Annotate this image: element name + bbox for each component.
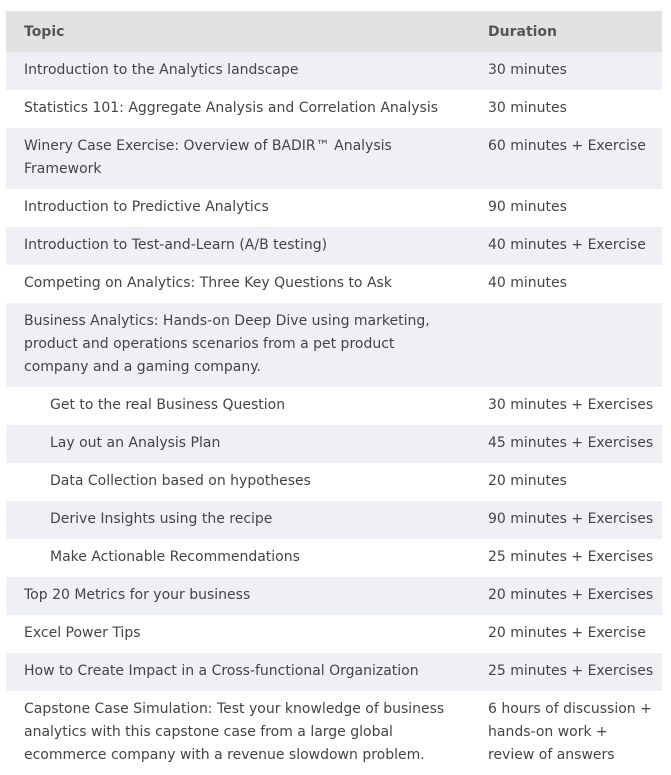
- duration-cell: 40 minutes + Exercise: [470, 227, 662, 265]
- duration-cell: 30 minutes + Exercises: [470, 387, 662, 425]
- table-row: [6, 463, 662, 501]
- topic-cell: Top 20 Metrics for your business: [6, 577, 470, 615]
- table-row: [6, 387, 662, 425]
- topic-cell: Excel Power Tips: [6, 615, 470, 653]
- topic-cell: Capstone Case Simulation: Test your knowledge of business analytics with this capstone case from a large global ecommerce company with a revenue slowdown problem.: [6, 691, 470, 775]
- duration-column-header: Duration: [470, 11, 662, 52]
- course-agenda-table: [6, 11, 662, 775]
- duration-cell: 25 minutes + Exercises: [470, 653, 662, 691]
- duration-cell: 30 minutes: [470, 52, 662, 90]
- course-agenda-table-container: [6, 11, 662, 775]
- duration-cell: 90 minutes + Exercises: [470, 501, 662, 539]
- duration-cell: 60 minutes + Exercise: [470, 128, 662, 189]
- table-row: [6, 501, 662, 539]
- table-row: [6, 653, 662, 691]
- table-row: [6, 189, 662, 227]
- table-header-row: [6, 11, 662, 52]
- topic-cell: Statistics 101: Aggregate Analysis and Correlation Analysis: [6, 90, 470, 128]
- subtopic-cell: Derive Insights using the recipe: [6, 501, 470, 539]
- topic-cell: Competing on Analytics: Three Key Questions to Ask: [6, 265, 470, 303]
- subtopic-cell: Get to the real Business Question: [6, 387, 470, 425]
- duration-cell: 45 minutes + Exercises: [470, 425, 662, 463]
- duration-cell: 20 minutes + Exercise: [470, 615, 662, 653]
- topic-cell: Introduction to Test-and-Learn (A/B testing): [6, 227, 470, 265]
- duration-cell: 6 hours of discussion + hands-on work + review of answers: [470, 691, 662, 775]
- table-row: [6, 577, 662, 615]
- duration-cell: 20 minutes + Exercises: [470, 577, 662, 615]
- subtopic-cell: Lay out an Analysis Plan: [6, 425, 470, 463]
- table-row: [6, 691, 662, 775]
- table-row: [6, 303, 662, 387]
- table-row: [6, 52, 662, 90]
- table-row: [6, 227, 662, 265]
- duration-cell: 90 minutes: [470, 189, 662, 227]
- table-row: [6, 90, 662, 128]
- duration-cell: 30 minutes: [470, 90, 662, 128]
- topic-cell: Business Analytics: Hands-on Deep Dive using marketing, product and operations scenarios from a pet product company and a gaming company.: [6, 303, 470, 387]
- duration-cell: 20 minutes: [470, 463, 662, 501]
- subtopic-cell: Data Collection based on hypotheses: [6, 463, 470, 501]
- topic-cell: Introduction to Predictive Analytics: [6, 189, 470, 227]
- subtopic-cell: Make Actionable Recommendations: [6, 539, 470, 577]
- table-row: [6, 615, 662, 653]
- topic-cell: Introduction to the Analytics landscape: [6, 52, 470, 90]
- topic-cell: Winery Case Exercise: Overview of BADIR™ Analysis Framework: [6, 128, 470, 189]
- table-row: [6, 128, 662, 189]
- topic-column-header: Topic: [6, 11, 470, 52]
- table-row: [6, 265, 662, 303]
- table-row: [6, 425, 662, 463]
- duration-cell: 40 minutes: [470, 265, 662, 303]
- table-row: [6, 539, 662, 577]
- duration-cell: [470, 303, 662, 387]
- duration-cell: 25 minutes + Exercises: [470, 539, 662, 577]
- topic-cell: How to Create Impact in a Cross-functional Organization: [6, 653, 470, 691]
